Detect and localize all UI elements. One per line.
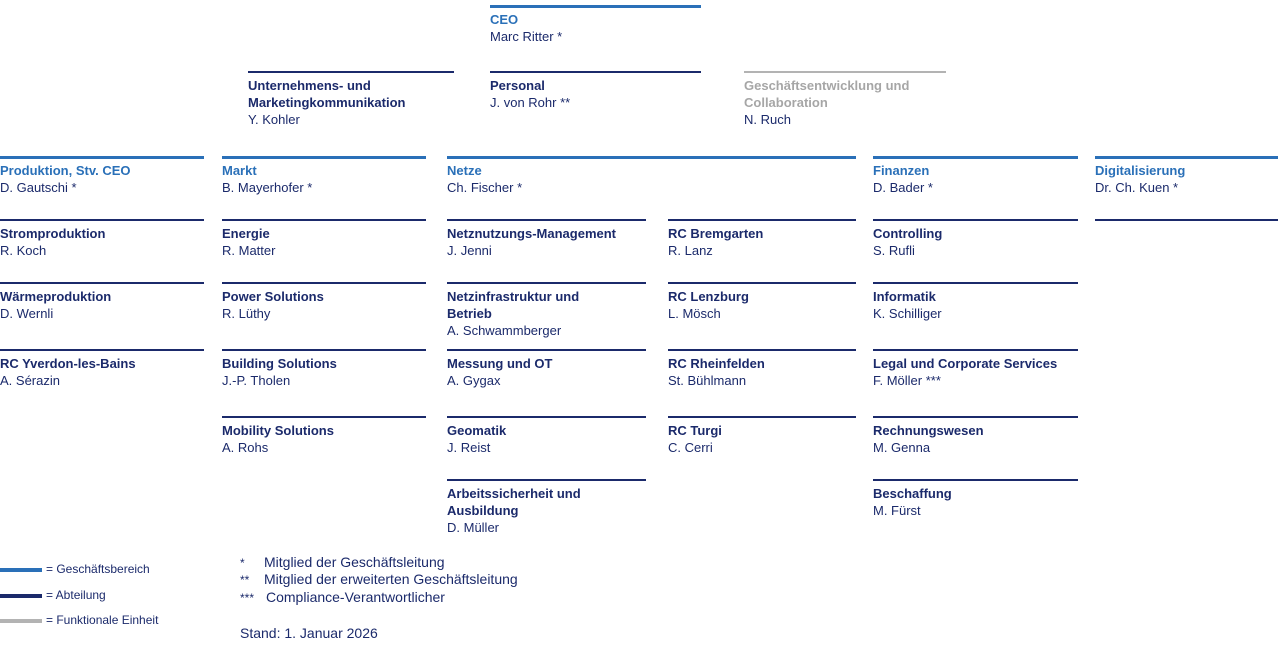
area-produktion (0, 156, 204, 196)
area-head: Ch. Fischer * (447, 180, 523, 195)
area-title: Netze (447, 163, 482, 178)
legend-swatch-business-area (0, 568, 42, 572)
footnote-text: Compliance-Verantwortlicher (266, 589, 445, 605)
department-bar (222, 416, 426, 418)
department-bar (447, 219, 646, 221)
dept-title: Energie (222, 226, 270, 241)
department-bar (222, 349, 426, 351)
department-bar (447, 416, 646, 418)
dept-title: RC Bremgarten (668, 226, 764, 241)
dept-title: RC Rheinfelden (668, 356, 765, 371)
dept-head: M. Genna (873, 440, 931, 455)
area-title: Produktion, Stv. CEO (0, 163, 131, 178)
dept-title: Wärmeproduktion (0, 289, 112, 304)
footnote (240, 589, 445, 607)
ceo-name: Marc Ritter * (490, 29, 563, 44)
legend-functional-unit (0, 612, 158, 629)
legend-business-area (0, 561, 150, 578)
dept-title-2: Ausbildung (447, 503, 519, 518)
dept-rc-lenzburg (668, 282, 856, 322)
department-bar (668, 416, 856, 418)
development-title-1: Geschäftsentwicklung und (744, 78, 910, 93)
dept-head: D. Wernli (0, 306, 54, 321)
communication-title-1: Unternehmens- und (248, 78, 371, 93)
dept-head: L. Mösch (668, 306, 721, 321)
dept-power-solutions (222, 282, 426, 322)
department-bar (0, 219, 204, 221)
footnote-mark: * (240, 556, 245, 570)
dept-rc-bremgarten (668, 219, 856, 259)
dept-head: A. Rohs (222, 440, 269, 455)
area-digitalisierung (1095, 156, 1278, 196)
area-title: Digitalisierung (1095, 163, 1186, 178)
area-netze (447, 156, 856, 196)
dept-head: J. Jenni (447, 243, 492, 258)
department-bar (873, 416, 1078, 418)
department-bar (668, 282, 856, 284)
business-area-bar (222, 156, 426, 159)
communication-box (248, 71, 454, 128)
dept-title: RC Yverdon-les-Bains (0, 356, 136, 371)
footnote-mark: ** (240, 573, 250, 587)
area-head: Dr. Ch. Kuen * (1095, 180, 1179, 195)
dept-head: J.-P. Tholen (222, 373, 291, 388)
dept-geomatik (447, 416, 646, 456)
department-bar (668, 349, 856, 351)
legend-label: = Funktionale Einheit (46, 613, 159, 627)
footnote (240, 554, 445, 572)
dept-rc-rheinfelden (668, 349, 856, 389)
dept-arbeitssicherheit (447, 479, 646, 536)
dept-title: Geomatik (447, 423, 507, 438)
area-markt (222, 156, 426, 196)
dept-head: F. Möller *** (873, 373, 941, 388)
dept-head: R. Lanz (668, 243, 713, 258)
dept-title: Building Solutions (222, 356, 337, 371)
dept-title: RC Lenzburg (668, 289, 749, 304)
dept-rc-turgi (668, 416, 856, 456)
development-box (744, 71, 946, 128)
area-head: D. Gautschi * (0, 180, 77, 195)
department-bar (447, 349, 646, 351)
legend-swatch-department (0, 594, 42, 598)
business-area-bar (447, 156, 856, 159)
dept-head: R. Lüthy (222, 306, 271, 321)
dept-head: C. Cerri (668, 440, 713, 455)
development-title-2: Collaboration (744, 95, 828, 110)
dept-rechnungswesen (873, 416, 1078, 456)
dept-head: M. Fürst (873, 503, 921, 518)
area-title: Finanzen (873, 163, 930, 178)
dept-head: S. Rufli (873, 243, 915, 258)
dept-title: Controlling (873, 226, 943, 241)
stand-date: Stand: 1. Januar 2026 (240, 625, 378, 641)
business-area-bar (873, 156, 1078, 159)
department-bar (248, 71, 454, 73)
department-bar (447, 479, 646, 481)
dept-title: Mobility Solutions (222, 423, 334, 438)
digital-closing-line (1095, 219, 1278, 225)
personal-name: J. von Rohr ** (490, 95, 571, 110)
dept-messung-ot (447, 349, 646, 389)
business-area-bar (490, 5, 701, 8)
department-bar (447, 282, 646, 284)
dept-head: R. Koch (0, 243, 47, 258)
communication-title-2: Marketingkommunikation (248, 95, 406, 110)
department-bar (873, 479, 1078, 481)
department-bar (222, 219, 426, 221)
department-bar (873, 282, 1078, 284)
department-bar (873, 349, 1078, 351)
dept-title: Beschaffung (873, 486, 952, 501)
dept-building-solutions (222, 349, 426, 389)
dept-title-2: Betrieb (447, 306, 492, 321)
dept-energie (222, 219, 426, 259)
department-bar (1095, 219, 1278, 221)
department-bar (222, 282, 426, 284)
area-head: D. Bader * (873, 180, 933, 195)
dept-beschaffung (873, 479, 1078, 519)
dept-head: K. Schilliger (873, 306, 942, 321)
area-title: Markt (222, 163, 257, 178)
footnote-text: Mitglied der Geschäftsleitung (264, 554, 445, 570)
legend-label: = Abteilung (46, 588, 106, 602)
personal-box (490, 71, 701, 111)
department-bar (0, 282, 204, 284)
dept-head: A. Sérazin (0, 373, 60, 388)
dept-title: Messung und OT (447, 356, 553, 371)
business-area-bar (0, 156, 204, 159)
dept-head: D. Müller (447, 520, 500, 535)
dept-waermeproduktion (0, 282, 204, 322)
dept-mobility-solutions (222, 416, 426, 456)
dept-title-1: Arbeitssicherheit und (447, 486, 581, 501)
area-finanzen (873, 156, 1078, 196)
dept-title: Power Solutions (222, 289, 324, 304)
dept-head: St. Bühlmann (668, 373, 747, 388)
department-bar (873, 219, 1078, 221)
dept-title: Informatik (873, 289, 936, 304)
dept-title: Stromproduktion (0, 226, 106, 241)
dept-stromproduktion (0, 219, 204, 259)
dept-netznutzungs-management (447, 219, 646, 259)
dept-legal (873, 349, 1078, 389)
business-area-bar (1095, 156, 1278, 159)
ceo-box (490, 5, 701, 45)
dept-title-1: Netzinfrastruktur und (447, 289, 580, 304)
communication-name: Y. Kohler (248, 112, 300, 127)
dept-rc-yverdon (0, 349, 204, 389)
dept-head: A. Schwammberger (447, 323, 562, 338)
dept-informatik (873, 282, 1078, 322)
dept-title: Netznutzungs-Management (447, 226, 616, 241)
ceo-title: CEO (490, 12, 519, 27)
dept-head: A. Gygax (447, 373, 501, 388)
area-head: B. Mayerhofer * (222, 180, 313, 195)
legend-swatch-functional-unit (0, 619, 42, 623)
development-name: N. Ruch (744, 112, 791, 127)
dept-title: Legal und Corporate Services (873, 356, 1058, 371)
dept-head: J. Reist (447, 440, 491, 455)
footnote-mark: *** (240, 591, 255, 605)
department-bar (0, 349, 204, 351)
department-bar (490, 71, 701, 73)
dept-head: R. Matter (222, 243, 276, 258)
dept-title: RC Turgi (668, 423, 722, 438)
legend-label: = Geschäftsbereich (46, 562, 150, 576)
personal-title: Personal (490, 78, 545, 93)
dept-controlling (873, 219, 1078, 259)
department-bar (668, 219, 856, 221)
functional-unit-bar (744, 71, 946, 73)
footnote (240, 571, 518, 589)
dept-title: Rechnungswesen (873, 423, 984, 438)
legend-department (0, 587, 106, 604)
footnote-text: Mitglied der erweiterten Geschäftsleitung (264, 571, 518, 587)
dept-netzinfrastruktur (447, 282, 646, 339)
